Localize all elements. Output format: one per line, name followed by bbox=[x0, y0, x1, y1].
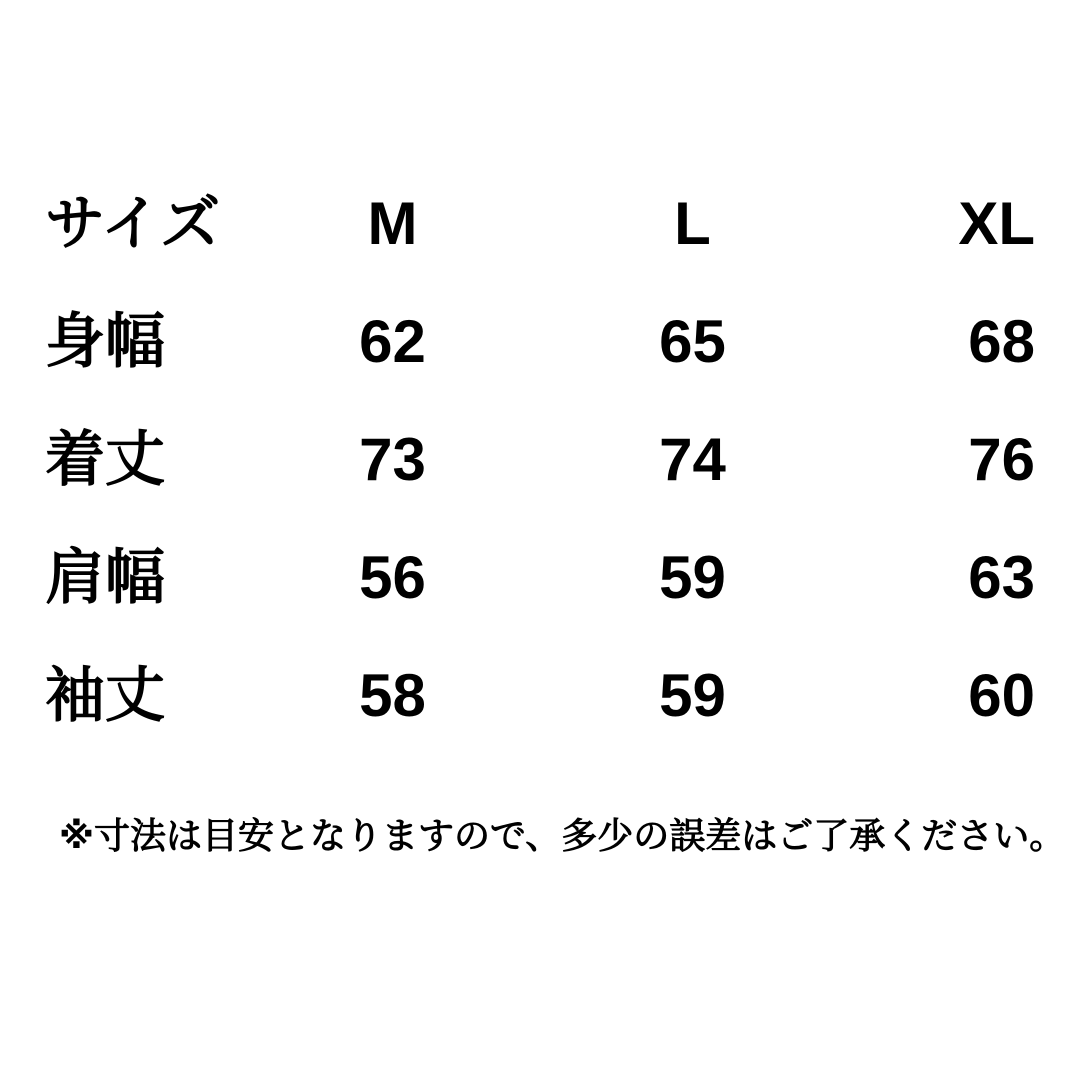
row-label: 袖丈 bbox=[45, 662, 165, 729]
value-m: 58 bbox=[359, 662, 426, 729]
value-l: 59 bbox=[659, 662, 726, 729]
value-m: 62 bbox=[359, 308, 426, 375]
value-xl: 68 bbox=[968, 308, 1035, 375]
header-column-m: M bbox=[367, 190, 418, 257]
table-row-shoulder-width bbox=[45, 519, 1035, 637]
value-m: 56 bbox=[359, 544, 426, 611]
value-l: 74 bbox=[659, 426, 726, 493]
value-xl: 63 bbox=[968, 544, 1035, 611]
value-l: 65 bbox=[659, 308, 726, 375]
value-xl: 60 bbox=[968, 662, 1035, 729]
table-row-body-width bbox=[45, 283, 1035, 401]
table-row-length bbox=[45, 401, 1035, 519]
row-label: 身幅 bbox=[45, 308, 165, 375]
header-size-label: サイズ bbox=[45, 190, 221, 257]
value-l: 59 bbox=[659, 544, 726, 611]
row-label: 肩幅 bbox=[45, 544, 165, 611]
value-xl: 76 bbox=[968, 426, 1035, 493]
header-column-l: L bbox=[674, 190, 711, 257]
table-header-row bbox=[45, 165, 1035, 283]
table-row-sleeve-length bbox=[45, 637, 1035, 755]
header-column-xl: XL bbox=[958, 190, 1035, 257]
size-table bbox=[45, 165, 1035, 755]
value-m: 73 bbox=[359, 426, 426, 493]
row-label: 着丈 bbox=[45, 426, 165, 493]
disclaimer-note: ※寸法は目安となりますので、多少の誤差はご了承ください。 bbox=[59, 815, 1066, 856]
